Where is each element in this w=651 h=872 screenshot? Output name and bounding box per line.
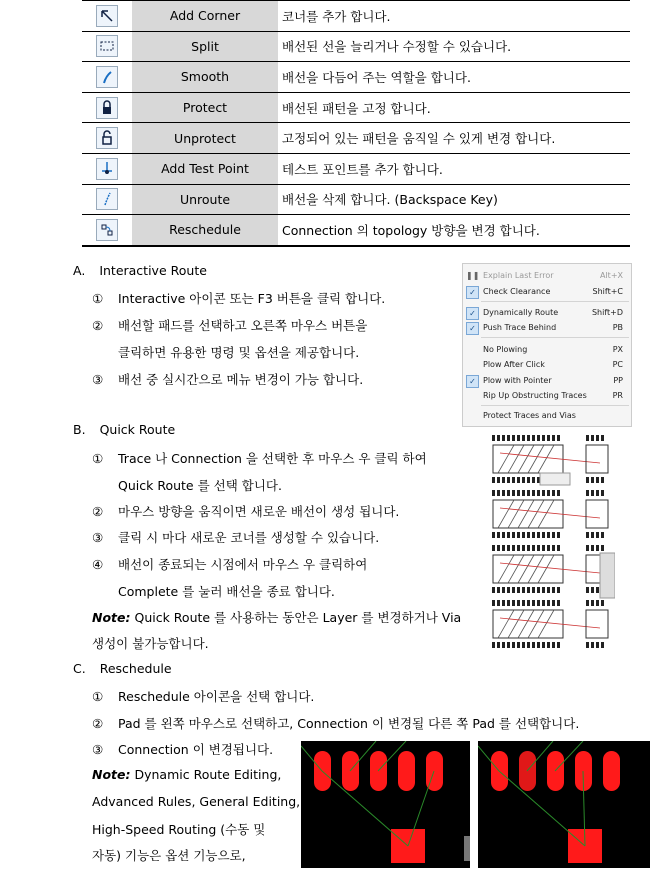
section-a-heading [73,263,207,278]
check-icon: ✓ [466,307,479,320]
tool-table [82,0,630,247]
list-item [92,370,363,388]
menu-item-label: No Plowing [483,345,528,354]
list-item [92,555,367,573]
check-icon: ✓ [466,286,479,299]
protect-lock-icon [96,97,118,119]
note-text-line4: 자동) 기능은 옵션 기능으로, [92,848,246,863]
note-label: Note: [92,767,131,782]
section-b-title: Quick Route [99,422,176,437]
item-number: ① [92,451,104,466]
quick-route-frame [490,598,615,650]
item-number: ③ [92,372,104,387]
item-text: 마우스 방향을 움직이면 새로운 배선이 생성 됩니다. [118,504,400,519]
tool-row [82,215,630,246]
tool-description: 배선된 선을 늘리거나 수정할 수 있습니다. [278,31,630,62]
tool-icon-cell [82,62,132,93]
list-item [92,476,282,494]
quick-route-frame [490,543,615,595]
test-point-icon [96,158,118,180]
tool-row [82,92,630,123]
tool-icon-cell [82,92,132,123]
tool-icon-cell [82,184,132,215]
tool-description: 배선을 삭제 합니다. (Backspace Key) [278,184,630,215]
note-label: Note: [92,610,131,625]
tool-name: Unprotect [132,123,278,154]
menu-item-label: Dynamically Route [483,308,559,317]
tool-row [82,31,630,62]
check-icon: ✓ [466,375,479,388]
item-text: Interactive 아이콘 또는 F3 버튼을 클릭 합니다. [118,291,386,306]
menu-item[interactable] [483,286,627,298]
section-c-note [92,767,281,782]
list-item [92,528,379,546]
item-text: Connection 이 변경됩니다. [118,742,274,757]
note-text-line3: High-Speed Routing (수동 및 [92,822,266,837]
section-a-title: Interactive Route [99,263,207,278]
tool-name: Add Corner [132,1,278,32]
tool-name: Reschedule [132,215,278,246]
menu-item-shortcut: Alt+X [599,271,623,280]
section-c-title: Reschedule [99,661,172,676]
pad [398,751,415,791]
list-item [92,687,314,705]
tool-row [82,62,630,93]
item-text: Quick Route 를 선택 합니다. [118,478,282,493]
note-text: Quick Route 를 사용하는 동안은 Layer 를 변경하거나 Via [130,610,462,625]
check-icon: ✓ [466,322,479,335]
section-b-note [92,608,461,626]
item-text: 배선이 종료되는 시점에서 마우스 우 클릭하여 [118,557,368,572]
menu-item-shortcut: Shift+C [592,287,623,296]
item-number: ② [92,504,104,519]
menu-item-label: Check Clearance [483,287,551,296]
list-item [92,449,427,467]
tool-description: 고정되어 있는 패턴을 움직일 수 있게 변경 합니다. [278,123,630,154]
item-number: ② [92,318,104,333]
menu-item-label: Rip Up Obstructing Traces [483,391,587,400]
menu-item-shortcut: Shift+D [591,308,623,317]
item-number: ③ [92,742,104,757]
menu-item[interactable] [483,375,627,387]
quick-route-screenshots [490,433,615,658]
quick-route-frame [490,488,615,540]
menu-item-label: Plow with Pointer [483,376,552,385]
tool-row [82,123,630,154]
menu-item-label: Push Trace Behind [483,323,557,332]
reschedule-icon [96,219,118,241]
tool-description: Connection 의 topology 방향을 변경 합니다. [278,215,630,246]
menu-item-shortcut: PC [612,360,623,369]
menu-item-shortcut: PX [612,345,623,354]
menu-item-label: Plow After Click [483,360,545,369]
item-text: 배선할 패드를 선택하고 오른쪽 마우스 버튼을 [118,318,368,333]
menu-item-label: Protect Traces and Vias [483,411,576,420]
menu-item[interactable] [483,270,627,282]
list-item [92,740,273,758]
tool-description: 테스트 포인트를 추가 합니다. [278,153,630,184]
unroute-icon [96,188,118,210]
add-corner-icon [96,5,118,27]
section-b-note-line2: 생성이 불가능합니다. [92,636,209,651]
tool-icon-cell [82,123,132,154]
pad [603,751,620,791]
tool-row [82,1,630,32]
tool-row [82,153,630,184]
tool-name: Split [132,31,278,62]
tool-icon-cell [82,31,132,62]
menu-item[interactable] [483,410,627,422]
menu-item-label: Explain Last Error [483,271,554,280]
list-item [92,582,335,600]
note-text-line1: Dynamic Route Editing, [130,767,282,782]
item-text: Trace 나 Connection 을 선택한 후 마우스 우 클릭 하여 [118,451,427,466]
list-item [92,289,385,307]
item-text: Complete 를 눌러 배선을 종료 합니다. [118,584,335,599]
tool-icon-cell [82,153,132,184]
tool-description: 코너를 추가 합니다. [278,1,630,32]
item-number: ③ [92,530,104,545]
tool-description: 배선을 다듬어 주는 역할을 합니다. [278,62,630,93]
tool-name: Unroute [132,184,278,215]
menu-item[interactable] [483,359,627,371]
tool-name: Smooth [132,62,278,93]
menu-separator [481,301,629,302]
section-c-marker: C. [73,661,86,676]
menu-item[interactable] [483,322,627,334]
menu-item-shortcut: PB [612,323,623,332]
menu-item[interactable] [483,390,627,402]
menu-separator [481,405,629,406]
note-text-line2: Advanced Rules, General Editing, [92,794,301,809]
tool-name: Protect [132,92,278,123]
list-item [92,714,579,732]
reschedule-before-screenshot [301,741,470,868]
reschedule-after-screenshot [478,741,650,868]
pad [426,751,443,791]
route-context-menu [462,263,632,427]
list-item [92,343,359,361]
menu-separator [481,337,629,338]
item-number: ② [92,716,104,731]
tool-name: Add Test Point [132,153,278,184]
menu-item[interactable] [483,307,627,319]
unprotect-lock-icon [96,127,118,149]
section-a-marker: A. [73,263,86,278]
section-b-marker: B. [73,422,86,437]
item-text: 클릭 시 마다 새로운 코너를 생성할 수 있습니다. [118,530,380,545]
smooth-icon [96,66,118,88]
item-number: ④ [92,557,104,572]
menu-item-shortcut: PP [613,376,623,385]
section-c-heading [73,661,172,676]
tool-icon-cell [82,1,132,32]
tool-description: 배선된 패턴을 고정 합니다. [278,92,630,123]
section-b-heading [73,422,175,437]
list-item [92,316,367,334]
tool-icon-cell [82,215,132,246]
list-item [92,502,399,520]
item-number: ① [92,689,104,704]
item-number: ① [92,291,104,306]
item-text: Reschedule 아이콘을 선택 합니다. [118,689,315,704]
item-text: 배선 중 실시간으로 메뉴 변경이 가능 합니다. [118,372,364,387]
menu-item-shortcut: PR [612,391,623,400]
pause-icon: ❚❚ [466,271,480,280]
item-text: 클릭하면 유용한 명령 및 옵션을 제공합니다. [118,345,360,360]
split-icon [96,35,118,57]
item-text: Pad 를 왼쪽 마우스로 선택하고, Connection 이 변경될 다른 쪽 Pad 를 선택합니다. [118,716,580,731]
menu-item[interactable] [483,344,627,356]
tool-row [82,184,630,215]
